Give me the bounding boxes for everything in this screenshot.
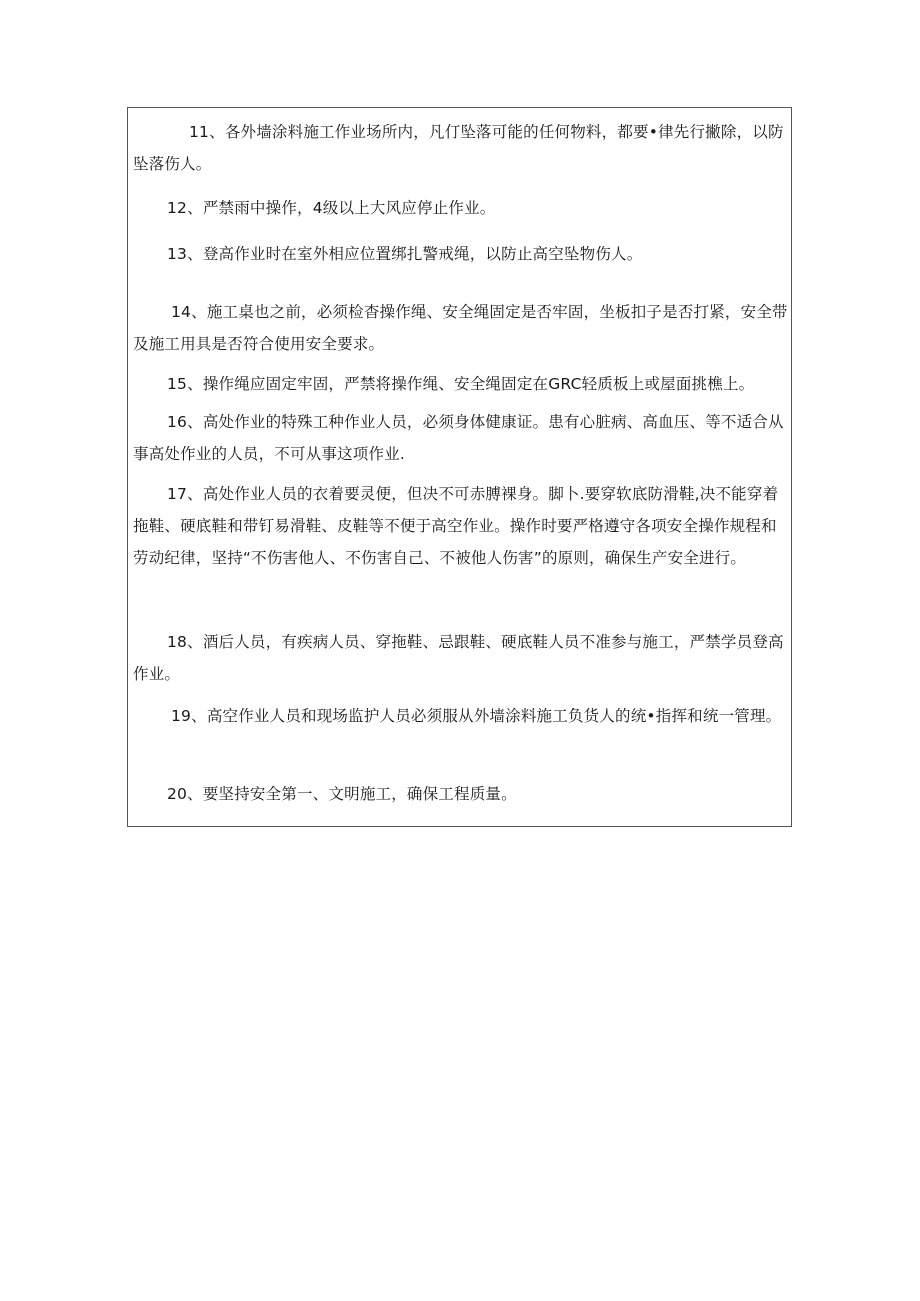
rule-item-20: 20、要坚持安全第一、文明施工，确保工程质量。: [167, 785, 517, 803]
rule-item-11: 11、各外墙涂料施工作业场所内，凡仃坠落可能的任何物料，都要•律先行撇除，以防坠落伤人。: [133, 123, 784, 173]
rule-item-16: 16、高处作业的特殊工种作业人员，必须身体健康证。患有心脏病、高血压、等不适合从事高处作业的人员，不可从事这项作业.: [133, 413, 784, 463]
rule-item-17: 17、高处作业人员的衣着要灵便，但决不可赤膊裸身。脚卜.要穿软底防滑鞋,决不能穿着拖鞋、硬底鞋和带钉易滑鞋、皮鞋等不便于高空作业。操作时要严格遵守各项安全操作规程和劳动纪律，坚持“不伤害他人、不伤害自己、不被他人伤害”的原则，确保生产安全进行。: [133, 485, 779, 567]
rule-item-18: 18、酒后人员，有疾病人员、穿拖鞋、忌跟鞋、硬底鞋人员不准参与施工，严禁学员登高作业。: [133, 633, 784, 683]
rule-item-14: 14、施工桌也之前，必须检杳操作绳、安全绳固定是否牢固，坐板扣子是否打紧，安全带及施工用具是否符合使用安全要求。: [133, 303, 788, 353]
rule-item-15: 15、操作绳应固定牢固，严禁将操作绳、安全绳固定在GRC轻质板上或屋面挑樵上。: [167, 375, 755, 393]
rule-item-12: 12、严禁雨中操作，4级以上大风应停止作业。: [167, 199, 496, 217]
rule-item-13: 13、登高作业时在室外相应位置绑扎警戒绳，以防止高空坠物伤人。: [167, 245, 643, 263]
rule-item-19: 19、高空作业人员和现场监护人员必须服从外墙涂料施工负货人的统•指挥和统一管理。: [171, 707, 782, 725]
